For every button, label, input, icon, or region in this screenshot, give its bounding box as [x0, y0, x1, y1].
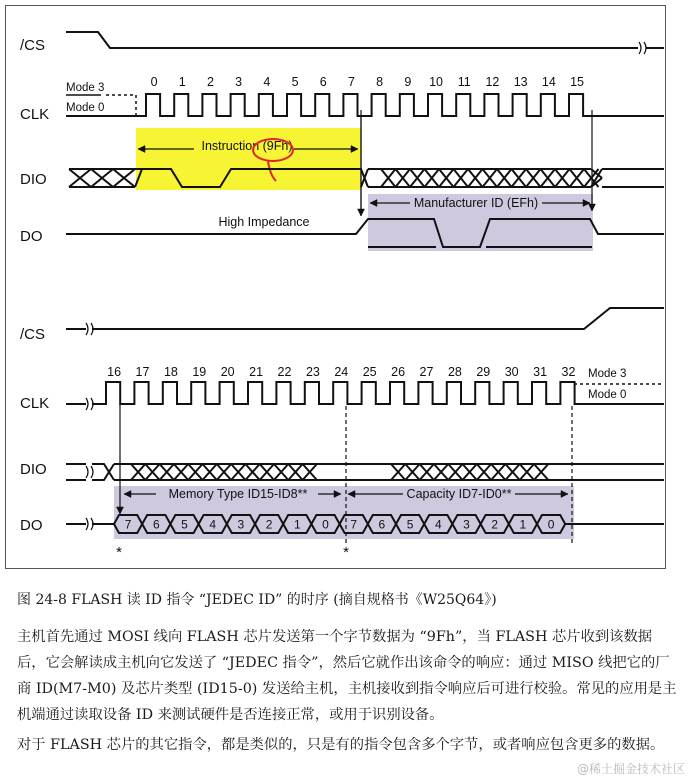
do-bit-label: 6 [378, 517, 386, 532]
clock-number: 15 [570, 75, 585, 89]
clock-number: 8 [376, 75, 384, 89]
mode0-label: Mode 0 [588, 389, 627, 401]
clk-waveform [92, 382, 664, 404]
clock-number: 21 [249, 365, 264, 379]
do-bit-label: 0 [322, 517, 329, 532]
clock-number: 4 [263, 75, 271, 89]
body-paragraph: 主机首先通过 MOSI 线向 FLASH 芯片发送第一个字节数据为 “9Fh”，当 FLASH 芯片收到该数据后，它会解读成主机向它发送了 “JEDEC 指令”，然后它就作出该命令的响应：通过 MISO 线把它的厂商 ID(M7-M0) 及芯片类型 (ID15-0) 发送给主机，主机接收到指令响应后可进行校验。常见的应用是主机端通过读取设备 ID 来测试硬件是否连接正常，或用于识别设备。 [17, 629, 677, 723]
signal-label-clk: CLK [20, 106, 50, 123]
clock-number: 27 [419, 365, 434, 379]
signal-label-clk: CLK [20, 395, 50, 412]
break-mark [639, 42, 641, 54]
clock-number: 12 [485, 75, 500, 89]
clock-number: 9 [404, 75, 412, 89]
clock-number: 3 [235, 75, 243, 89]
do-bit-label: 6 [152, 517, 160, 532]
do-bit-label: 5 [406, 517, 414, 532]
dio-waveform [92, 464, 114, 480]
clock-number: 6 [319, 75, 327, 89]
clock-number: 32 [561, 365, 576, 379]
clock-number: 13 [513, 75, 528, 89]
clock-number: 28 [447, 365, 462, 379]
watermark: @稀土掘金技术社区 [576, 762, 685, 776]
mode3-label: Mode 3 [66, 82, 105, 94]
do-bit-label: 0 [547, 517, 555, 532]
signal-label-dio: DIO [20, 461, 47, 478]
break-mark [86, 398, 88, 410]
do-bit-label: 4 [434, 517, 442, 532]
clock-number: 20 [220, 365, 235, 379]
instruction-highlight [136, 128, 361, 190]
clock-number: 17 [135, 365, 150, 379]
do-bit-label: 2 [491, 517, 499, 532]
do-bit-label: 3 [463, 517, 470, 532]
jedec-id-timing-diagram [6, 6, 665, 568]
clock-number: 26 [391, 365, 406, 379]
high-impedance-label: High Impedance [218, 215, 310, 229]
instruction-label: Instruction (9Fh) [201, 139, 293, 153]
cs-waveform [92, 308, 664, 329]
do-bit-label: 7 [350, 517, 358, 532]
break-mark [86, 466, 88, 478]
clock-number: 24 [334, 365, 349, 379]
figure-caption: 图 24-8 FLASH 读 ID 指令 “JEDEC ID” 的时序 (摘自规格书《W25Q64》) [17, 592, 497, 608]
clock-number: 31 [533, 365, 548, 379]
star-marker: * [343, 544, 349, 561]
cs-waveform [66, 32, 638, 48]
clock-number: 30 [504, 365, 519, 379]
clock-number: 22 [277, 365, 292, 379]
break-mark [644, 42, 646, 54]
clock-number: 2 [206, 75, 214, 89]
signal-label-do: DO [20, 228, 43, 245]
dio-waveform [92, 464, 114, 480]
do-bit-label: 1 [519, 517, 527, 532]
signal-label-do: DO [20, 517, 43, 534]
manufacturer-label: Manufacturer ID (EFh) [413, 196, 539, 210]
do-bit-label: 1 [293, 517, 301, 532]
memory-type-label: Memory Type ID15-ID8** [168, 487, 308, 501]
clock-number: 7 [347, 75, 355, 89]
do-bit-label: 4 [209, 517, 217, 532]
do-bit-label: 2 [265, 517, 273, 532]
do-bit-label: 5 [181, 517, 188, 532]
break-mark [86, 323, 88, 335]
body-paragraph: 对于 FLASH 芯片的其它指令，都是类似的，只是有的指令包含多个字节，或者响应包含更多的数据。 [17, 737, 665, 753]
mode0-label: Mode 0 [66, 102, 105, 114]
signal-label-cs: /CS [20, 37, 46, 54]
clock-number: 11 [457, 75, 471, 89]
clock-number: 23 [305, 365, 320, 379]
break-mark [86, 518, 88, 530]
capacity-label: Capacity ID7-ID0** [406, 487, 512, 501]
clock-number: 10 [429, 75, 444, 89]
signal-label-cs: /CS [20, 326, 46, 343]
clock-number: 5 [291, 75, 299, 89]
clock-number: 1 [178, 75, 186, 89]
break-mark [91, 466, 93, 478]
clock-number: 14 [541, 75, 556, 89]
timing-diagram-frame [5, 5, 666, 569]
clock-number: 16 [107, 365, 122, 379]
do-bit-label: 7 [124, 517, 132, 532]
clock-number: 19 [192, 365, 207, 379]
signal-label-dio: DIO [20, 171, 47, 188]
clock-number: 25 [362, 365, 377, 379]
star-marker: * [116, 544, 122, 561]
clk-waveform [66, 94, 664, 116]
clock-number: 29 [476, 365, 491, 379]
do-bit-label: 3 [237, 517, 245, 532]
mode3-label: Mode 3 [588, 368, 627, 380]
clock-number: 18 [163, 365, 178, 379]
clock-number: 0 [150, 75, 158, 89]
